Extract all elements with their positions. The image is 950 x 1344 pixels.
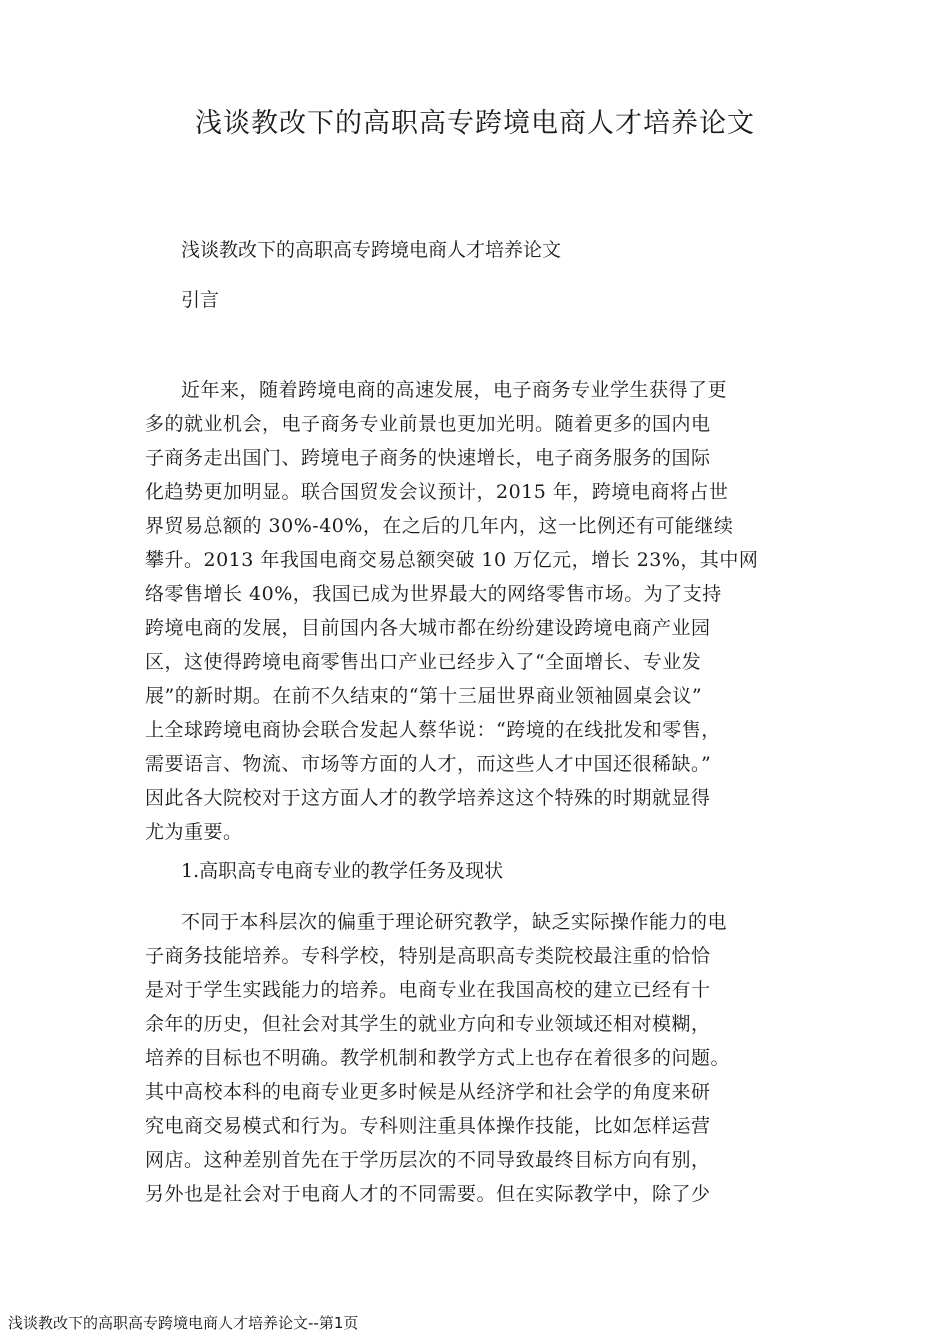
paragraph-line: 是对于学生实践能力的培养。电商专业在我国高校的建立已经有十 [145, 979, 711, 1001]
paragraph-line: 子商务技能培养。专科学校，特别是高职高专类院校最注重的恰恰 [145, 945, 711, 967]
paragraph-line: 多的就业机会，电子商务专业前景也更加光明。随着更多的国内电 [145, 413, 711, 435]
paragraph-line: 究电商交易模式和行为。专科则注重具体操作技能，比如怎样运营 [145, 1115, 711, 1137]
paragraph-line: 需要语言、物流、市场等方面的人才，而这些人才中国还很稀缺。” [145, 753, 712, 775]
paragraph-line: 界贸易总额的 30%-40%，在之后的几年内，这一比例还有可能继续 [145, 515, 734, 537]
paragraph-line: 另外也是社会对于电商人才的不同需要。但在实际教学中，除了少 [145, 1183, 711, 1205]
paragraph-line: 近年来，随着跨境电商的高速发展，电子商务专业学生获得了更 [181, 379, 728, 401]
paragraph-line: 网店。这种差别首先在于学历层次的不同导致最终目标方向有别， [145, 1149, 711, 1171]
paragraph-line: 络零售增长 40%，我国已成为世界最大的网络零售市场。为了支持 [145, 583, 722, 605]
paragraph-line: 其中高校本科的电商专业更多时候是从经济学和社会学的角度来研 [145, 1081, 711, 1103]
paragraph-line: 因此各大院校对于这方面人才的教学培养这这个特殊的时期就显得 [145, 787, 711, 809]
paragraph-line: 跨境电商的发展，目前国内各大城市都在纷纷建设跨境电商产业园 [145, 617, 711, 639]
paragraph-line: 攀升。2013 年我国电商交易总额突破 10 万亿元，增长 23%，其中网 [145, 549, 759, 571]
section-paragraph [145, 905, 815, 1211]
paragraph-line: 培养的目标也不明确。教学机制和教学方式上也存在着很多的问题。 [145, 1047, 731, 1069]
paragraph-line: 展”的新时期。在前不久结束的“第十三届世界商业领袖圆桌会议” [145, 685, 703, 707]
paragraph-line: 化趋势更加明显。联合国贸发会议预计，2015 年，跨境电商将占世 [145, 481, 729, 503]
paragraph-line: 余年的历史，但社会对其学生的就业方向和专业领域还相对模糊， [145, 1013, 711, 1035]
page-footer: 浅谈教改下的高职高专跨境电商人才培养论文--第1页 [8, 1314, 359, 1332]
paragraph-line: 尤为重要。 [145, 821, 243, 843]
paragraph-line: 区，这使得跨境电商零售出口产业已经步入了“全面增长、专业发 [145, 651, 702, 673]
paragraph-line: 不同于本科层次的偏重于理论研究教学，缺乏实际操作能力的电 [181, 911, 728, 933]
document-subtitle: 浅谈教改下的高职高专跨境电商人才培养论文 [181, 239, 562, 261]
paragraph-line: 子商务走出国门、跨境电子商务的快速增长，电子商务服务的国际 [145, 447, 711, 469]
section-heading: 1.高职高专电商专业的教学任务及现状 [181, 860, 504, 882]
intro-heading: 引言 [181, 289, 220, 311]
document-title: 浅谈教改下的高职高专跨境电商人才培养论文 [195, 108, 755, 139]
intro-paragraph [145, 373, 815, 849]
paragraph-line: 上全球跨境电商协会联合发起人蔡华说：“跨境的在线批发和零售， [145, 719, 721, 741]
